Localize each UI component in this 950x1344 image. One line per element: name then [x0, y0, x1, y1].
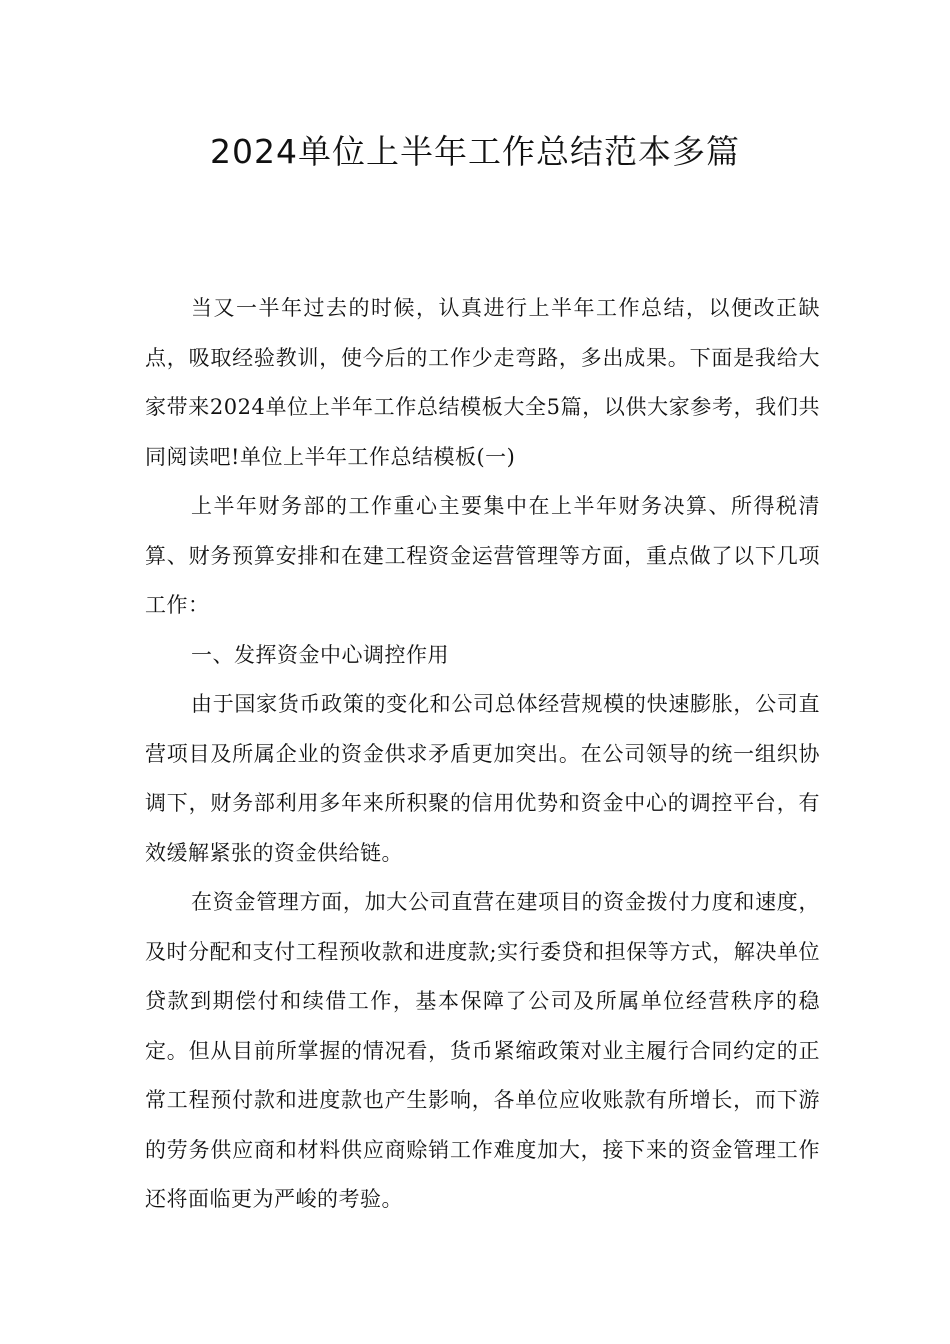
paragraph-monetary-policy: 由于国家货币政策的变化和公司总体经营规模的快速膨胀，公司直营项目及所属企业的资金供求矛盾更加突出。在公司领导的统一组织协调下，财务部利用多年来所积聚的信用优势和资金中心的调控平台，有效缓解紧张的资金供给链。: [145, 692, 820, 865]
document-body: [145, 284, 820, 1225]
section-heading-1: 一、发挥资金中心调控作用: [191, 642, 449, 667]
paragraph-intro: 当又一半年过去的时候，认真进行上半年工作总结，以便改正缺点，吸取经验教训，使今后的工作少走弯路，多出成果。下面是我给大家带来2024单位上半年工作总结模板大全5篇，以供大家参考，我们共同阅读吧!单位上半年工作总结模板(一): [145, 296, 820, 469]
paragraph-finance-focus: 上半年财务部的工作重心主要集中在上半年财务决算、所得税清算、财务预算安排和在建工程资金运营管理等方面，重点做了以下几项工作：: [145, 494, 820, 617]
document-title: 2024单位上半年工作总结范本多篇: [210, 132, 740, 171]
paragraph-fund-management: 在资金管理方面，加大公司直营在建项目的资金拨付力度和速度，及时分配和支付工程预收款和进度款;实行委贷和担保等方式，解决单位贷款到期偿付和续借工作，基本保障了公司及所属单位经营秩序的稳定。但从目前所掌握的情况看，货币紧缩政策对业主履行合同约定的正常工程预付款和进度款也产生影响，各单位应收账款有所增长，而下游的劳务供应商和材料供应商赊销工作难度加大，接下来的资金管理工作还将面临更为严峻的考验。: [145, 890, 820, 1211]
